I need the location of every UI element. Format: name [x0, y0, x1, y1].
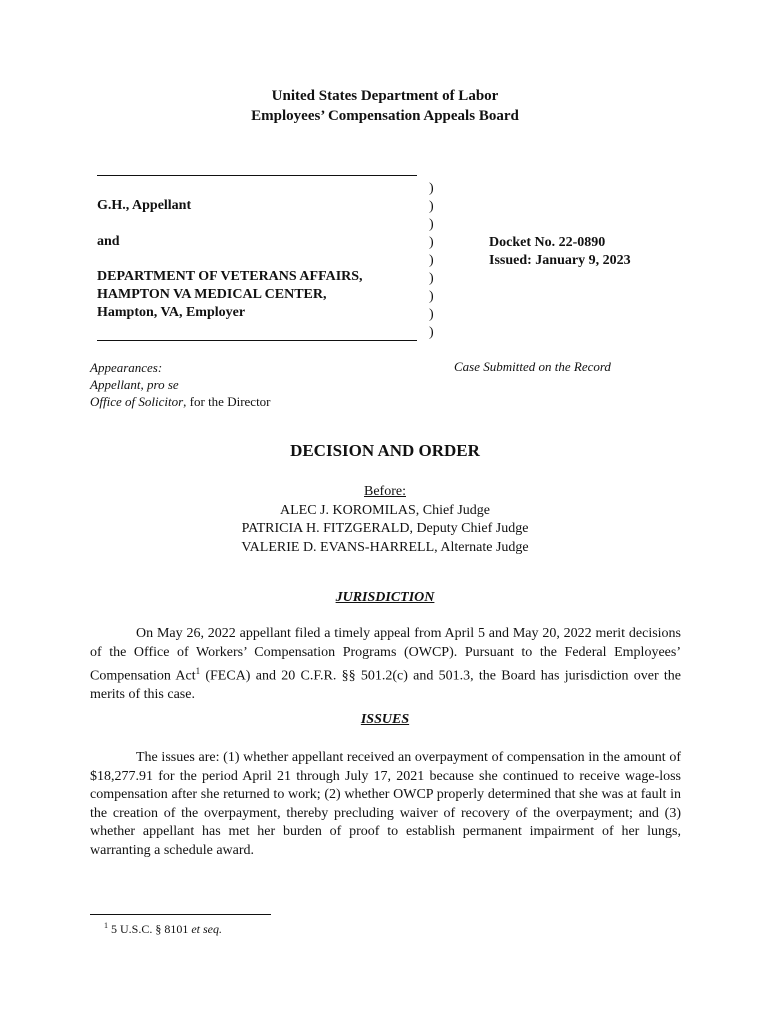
board-name: Employees’ Compensation Appeals Board [251, 108, 519, 124]
caption-paren: ) [429, 289, 434, 304]
judge-2: PATRICIA H. FITZGERALD, Deputy Chief Judge [241, 521, 529, 536]
caption-paren: ) [429, 235, 434, 250]
appellant-name: G.H., Appellant [97, 198, 192, 213]
employer-line-2: HAMPTON VA MEDICAL CENTER, [97, 287, 327, 302]
caption-bottom-rule [97, 340, 417, 341]
issued-date: Issued: January 9, 2023 [489, 253, 631, 268]
appearance-appellant: Appellant, pro se [90, 377, 179, 392]
footnote-number: 1 [104, 921, 108, 930]
footnote-ref: 1 [195, 666, 201, 676]
panel-block [0, 483, 770, 557]
caption-paren: ) [429, 271, 434, 286]
before-label: Before: [364, 484, 406, 499]
caption-paren: ) [429, 217, 434, 232]
appearances-heading: Appearances: [90, 360, 163, 375]
footnote-rule [90, 914, 271, 915]
judge-3: VALERIE D. EVANS-HARRELL, Alternate Judge [241, 539, 529, 555]
caption-top-rule [97, 175, 417, 176]
caption-paren: ) [429, 307, 434, 322]
judge-1: ALEC J. KOROMILAS, Chief Judge [280, 502, 490, 518]
issues-heading: ISSUES [360, 712, 410, 727]
jurisdiction-paragraph: On May 26, 2022 appellant filed a timely appeal from April 5 and May 20, 2022 merit decisions of the Office of Workers’ Compensation Programs (OWCP). Pursuant to the Federal Employees’ Compensation Act$^1$ (FECA) and 20 C.F.R. §§ 501.2(c) and 501.3, the Board has jurisdiction over the merits of this case. [90, 626, 681, 703]
employer-line-1: DEPARTMENT OF VETERANS AFFAIRS, [97, 269, 363, 284]
employer-block [97, 268, 363, 322]
caption-paren: ) [429, 181, 434, 196]
caption-paren: ) [429, 325, 434, 340]
docket-block [489, 234, 631, 270]
issues-paragraph: The issues are: (1) whether appellant received an overpayment of compensation in the amount of $18,277.91 for the period April 21 through July 17, 2021 because she continued to receive wage-loss compensation after she returned to work; (2) whether OWCP properly determined that she was at fault in the creation of the overpayment, thereby precluding waiver of recovery of the overpayment; and (3) whether appellant has met her burden of proof to establish permanent impairment of her lungs, warranting a schedule award. [90, 750, 681, 858]
caption-and: and [97, 234, 120, 249]
jurisdiction-heading: JURISDICTION [335, 590, 435, 605]
case-submitted: Case Submitted on the Record [454, 359, 611, 374]
agency-title [0, 86, 770, 126]
appearances-block [90, 359, 271, 410]
appearance-solicitor: Office of Solicitor, for the Director [90, 394, 271, 409]
employer-line-3: Hampton, VA, Employer [97, 305, 246, 320]
footnote-1: $^1$ 5 U.S.C. § 8101 et seq. [104, 921, 222, 936]
decision-title: DECISION AND ORDER [290, 441, 480, 460]
docket-number: Docket No. 22-0890 [489, 235, 606, 250]
caption-paren: ) [429, 199, 434, 214]
agency-name: United States Department of Labor [271, 88, 499, 104]
caption-paren: ) [429, 253, 434, 268]
